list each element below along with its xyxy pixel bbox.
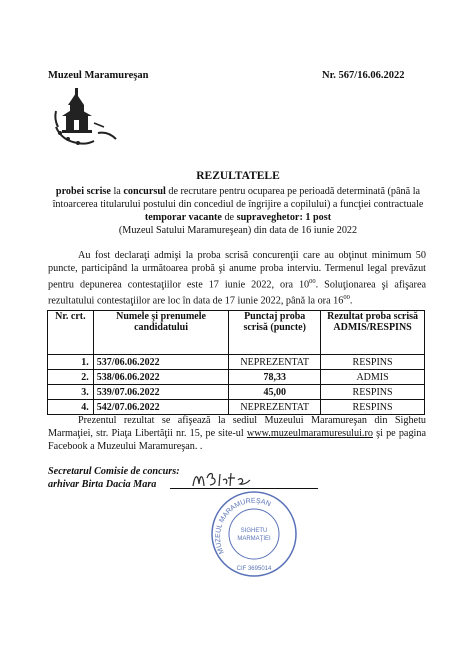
- website-link[interactable]: www.muzeulmaramuresului.ro: [246, 427, 373, 439]
- intro-text: . Soluţionarea şi afişarea rezultatului contestaţiilor are loc în data de 17 iunie 2022, până la ora 16: [48, 278, 426, 307]
- subtitle-text: de: [221, 212, 237, 223]
- row-candidate: 537/06.06.2022: [93, 355, 228, 370]
- institution-name: Muzeul Maramureşan: [48, 70, 149, 81]
- signature-role: Secretarul Comisie de concurs:: [48, 466, 180, 477]
- row-score: 45,00: [229, 385, 321, 400]
- subtitle-location-date: (Muzeul Satului Maramureşean) din data de 16 iunie 2022: [118, 225, 358, 236]
- row-result: ADMIS: [321, 370, 425, 385]
- header-score: Punctaj proba scrisă (puncte): [229, 311, 321, 355]
- row-candidate: 538/06.06.2022: [93, 370, 228, 385]
- header-result: [321, 311, 425, 355]
- table-row: [48, 385, 425, 400]
- row-result: RESPINS: [321, 355, 425, 370]
- subtitle-position: supraveghetor: 1 post: [236, 212, 332, 223]
- row-score: 78,33: [229, 370, 321, 385]
- document-number: Nr. 567/16.06.2022: [322, 70, 405, 81]
- subtitle-written-exam: probei scrise: [55, 186, 111, 197]
- museum-logo-icon: [48, 83, 130, 149]
- row-candidate: 542/07.06.2022: [93, 400, 228, 415]
- header-name: Numele şi prenumele candidatului: [93, 311, 228, 355]
- stamp-outer-text: MUZEUL MARAMUREŞAN: [214, 497, 272, 555]
- signature-block: [48, 465, 180, 491]
- row-score: NEPREZENTAT: [229, 355, 321, 370]
- intro-hour-sup: 00: [343, 293, 350, 301]
- handwritten-signature: [190, 468, 260, 492]
- table-row: [48, 370, 425, 385]
- header-nr: Nr. crt.: [48, 311, 94, 355]
- stamp-fiscal-code: CIF 3695014: [236, 566, 272, 572]
- intro-text: .: [349, 295, 353, 307]
- subtitle-contest: concursul: [123, 186, 166, 197]
- table-header-row: [48, 311, 425, 355]
- row-nr: 1.: [48, 355, 94, 370]
- header-result-label: Rezultat proba scrisă: [327, 311, 419, 322]
- row-result: RESPINS: [321, 385, 425, 400]
- results-table: [47, 310, 425, 415]
- row-nr: 3.: [48, 385, 94, 400]
- row-score: NEPREZENTAT: [229, 400, 321, 415]
- intro-hour-sup: 00: [309, 277, 316, 285]
- museum-stamp: [210, 490, 298, 578]
- stamp-inner-text-2: MARMAŢIEI: [237, 536, 271, 542]
- row-result: RESPINS: [321, 400, 425, 415]
- intro-text: Au fost declaraţi admişi la proba scrisă concurenţii care au obţinut minimum 50 puncte, participând la următoarea probă şi anume proba interviu. Termenul legal prevăzut pentru depunerea contestaţiilor este 17 iunie 2022, ora 10: [48, 250, 426, 290]
- results-heading: REZULTATELE: [196, 170, 280, 182]
- intro-paragraph: [48, 250, 426, 308]
- table-row: [48, 355, 425, 370]
- subtitle-text: la: [110, 186, 124, 197]
- table-row: [48, 400, 425, 415]
- subtitle-text: de recrutare pentru ocuparea pe perioadă determinată (până la întoarcerea titularului postului din concediul de îngrijire a copilului) a funcţiei contractuale: [52, 186, 424, 210]
- header-result-values: ADMIS/RESPINS: [333, 322, 412, 333]
- subtitle-temporary-vacant: temporar vacante: [144, 212, 222, 223]
- signature-name: arhivar Birta Dacia Mara: [48, 479, 157, 490]
- row-nr: 4.: [48, 400, 94, 415]
- results-subtitle: [40, 185, 436, 237]
- notice-paragraph: [48, 415, 426, 453]
- stamp-inner-text-1: SIGHETU: [240, 528, 268, 534]
- row-nr: 2.: [48, 370, 94, 385]
- notice-text: Prezentul rezultat se afişează la sediul Muzeului Maramureşan din Sighetu Marmaţiei, str. Piaţa Libertăţii nr. 15, pe site-ul: [48, 415, 426, 439]
- notice-text: şi pe pagina Facebook a Muzeului Maramureşan. .: [48, 427, 426, 452]
- row-candidate: 539/07.06.2022: [93, 385, 228, 400]
